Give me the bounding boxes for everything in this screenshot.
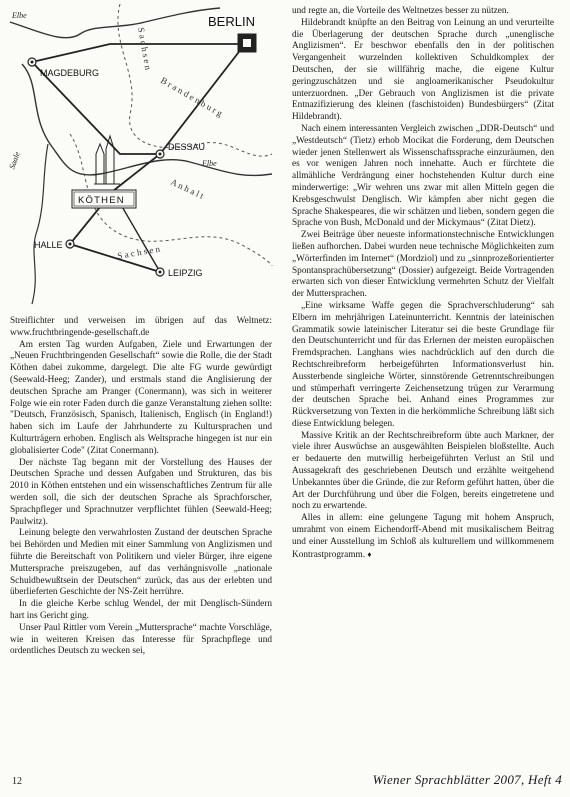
map-illustration	[7, 4, 272, 316]
right-paragraph-3: Nach einem interessanten Vergleich zwischen „DDR-Deutsch“ und „Westdeutsch“ (Tietz) erhob Mocikat die Forderung, dem Deutschen wieder jenen Stellenwert als Wissenschaftssprache einzuräumen, den es vor wenigen Jahren noch innehatte. Auch er fürchtete die allmähliche Verdrängung einer hochstehenden Kultur durch eine minderwertige: „Wir wehren uns zwar mit allen Mitteln gegen die Krebsgeschwulst Denglisch. Wir kämpfen aber nicht gegen die Sprache Shakespeares, die wir schätzen und lieben, sondern gegen die Sprache von Bush, McDonald und der Mickymaus“ (Zitat Dietz).	[292, 123, 554, 229]
right-column	[292, 6, 554, 561]
map-label-halle: HALLE	[34, 240, 63, 250]
left-paragraph-5: In die gleiche Kerbe schlug Wendel, der mit Denglisch-Sündern hart ins Gericht ging.	[10, 599, 272, 621]
left-column	[10, 316, 272, 658]
right-paragraph-2: Hildebrandt knüpfte an den Beitrag von Leinung an und verurteilte die Überlagerung der deutschen Sprache durch „unenglische Anglizismen“. Er beschwor ebenfalls den in der politischen Vergangenheit wurzelnden kollektiven Schuldkomplex der Deutschen, der sie willfährig mache, die eigene Kultur geringzuschätzen und sie angloamerikanischer Pseudokultur unterzuordnen. „Der Gebrauch von Anglizismen ist die private Entnazifizierung des kleinen (faschistoiden) Bundesbürgers“ (Zitat Hildebrandt).	[292, 17, 554, 123]
right-paragraph-5: „Eine wirksame Waffe gegen die Sprachverschluderung“ sah Elbern im mehrjährigen Lateinunterricht. Kenntnis der lateinischen Grammatik sowie lateinischer Literatur sei die beste Grundlage für den Deutschunterricht und für das Erlernen der meisten europäischen Fremdsprachen. Langhans wies nachdrücklich auf den durch die Rechtschreibreform herbeigeführten Informationsverlust hin. Aussterbende singleiche Wörter, sinnstörende Getrenntschreibungen und stümperhaft verringerte Zeichensetzung trügen zur Verarmung der deutschen Sprache bei. Anhand eines Programmes zur Rückversetzung von Texten in die herkömmliche Schreibung läßt sich diese Entwicklung belegen.	[292, 300, 554, 429]
right-paragraph-4: Zwei Beiträge über neueste informationstechnische Entwicklungen ließen aufhorchen. Dabei wurden neue technische Möglichkeiten zum „Wörterfinden im Internet“ (Mordziol) und zu „sinnprozeßorientierter Spontansprachübersetzung“ (Dossier) aufgezeigt. Beide Vortragenden erwarten sich von dieser Entwicklung vermehrten Schutz der Vielfalt der Muttersprachen.	[292, 230, 554, 300]
map-label-magdeburg: MAGDEBURG	[40, 68, 100, 78]
map-label-berlin: BERLIN	[208, 14, 255, 29]
koethen-castle-icon	[94, 136, 120, 184]
map-label-saale: Saale	[7, 150, 22, 171]
map-label-anhalt: A n h a l t	[169, 176, 206, 201]
page-footer	[10, 772, 562, 792]
closing-text: Alles in allem: eine gelungene Tagung mit hohem Anspruch, umrahmt von einem Eichendorff-Abend mit musikalischem Beitrag und einer Ausstellung im Schloß als kulturellem und willkommenem Kontrastprogramm.	[292, 513, 554, 560]
right-paragraph-6: Massive Kritik an der Rechtschreibreform übte auch Markner, der viele ihrer Auswüchse an ausgewählten Beispielen bloßstellte. Auch er bedauerte den mutwillig herbeigeführten Verlust an Stil und Aussagekraft des geschriebenen Deutsch und erzählte weitgehend Unbekanntes über die Gründe, die zur Reform geführt hatten, über die Art der Durchführung und über die Folgen, bereits eingetretene und noch zu erwartende.	[292, 430, 554, 512]
map-label-koethen: KÖTHEN	[78, 195, 125, 206]
map-label-dessau: DESSAU	[168, 142, 206, 152]
map-label-leipzig: LEIPZIG	[168, 268, 203, 278]
left-paragraph-2: Am ersten Tag wurden Aufgaben, Ziele und Erwartungen der „Neuen Fruchtbringenden Gesellschaft“ sowie die Rolle, die der Stadt Köthen dabei zukomme, dargelegt. Die alte FG wurde gewürdigt (Seewald-Heeg; Zander), und erstmals stand die Anglisierung der deutschen Sprache am Pranger (Conermann), was sich in weiterer Folge wie ein roter Faden durch die ganze Veranstaltung ziehen sollte: "Deutsch, Französisch, Spanisch, Italienisch, Englisch (in England!) haben sich im Laufe der Jahrhunderte zu Kultursprachen und Kulturträgern erhoben. Englisch als Weltsprache hingegen ist nur ein globalisierter Code" (Zitat Conermann).	[10, 339, 272, 456]
map-label-elbe-top: Elbe	[12, 11, 27, 20]
left-paragraph-4: Leinung belegte den verwahrlosten Zustand der deutschen Sprache bei Behörden und Medien mit einer Sammlung von Anglizismen und führte die Bereitschaft von Politikern und vieler Bürger, ihre eigene Muttersprache preiszugeben, auf das verhängnisvolle „nationale Schuldbewußtsein der Deutschen“ zurück, das aus der erlebten und überlieferten Geschichte der NS-Zeit herrühre.	[10, 528, 272, 598]
left-paragraph-6: Unser Paul Rittler vom Verein „Muttersprache“ machte Vorschläge, wie in weiteren Kreisen das Interesse für Sprachpflege und ordentliches Deutsch zu wecken sei,	[10, 622, 272, 657]
right-paragraph-7	[292, 513, 554, 561]
map-label-sachsen-bottom: S a c h s e n	[116, 243, 161, 261]
end-diamond-icon: ♦	[367, 549, 372, 559]
right-paragraph-1: und regte an, die Vorteile des Weltnetzes besser zu nützen.	[292, 6, 509, 16]
journal-title: Wiener Sprachblätter 2007, Heft 4	[372, 772, 562, 787]
map-label-elbe-mid: Elbe	[202, 159, 217, 168]
page-number: 12	[12, 776, 22, 787]
map-label-sachsen-top: S a c h s e n	[136, 26, 154, 71]
map-label-brandenburg: B r a n d e n b u r g	[159, 75, 225, 119]
left-paragraph-1: Streiflichter und verweisen im übrigen auf das Weltnetz: www.fruchtbringende-gesellschaft.de	[10, 316, 272, 338]
left-paragraph-3: Der nächste Tag begann mit der Vorstellung des Hauses der Deutschen Sprache und dessen Aufgaben und Strukturen, das bis 2010 in Köthen entstehen und ein wissenschaftliches Zentrum für alle werden soll, die sich der deutschen Sprache als Sprachforscher, Sprachpfleger und Sprachnutzer verpflichtet fühlen (Seewald-Heeg; Paulwitz).	[10, 457, 272, 527]
